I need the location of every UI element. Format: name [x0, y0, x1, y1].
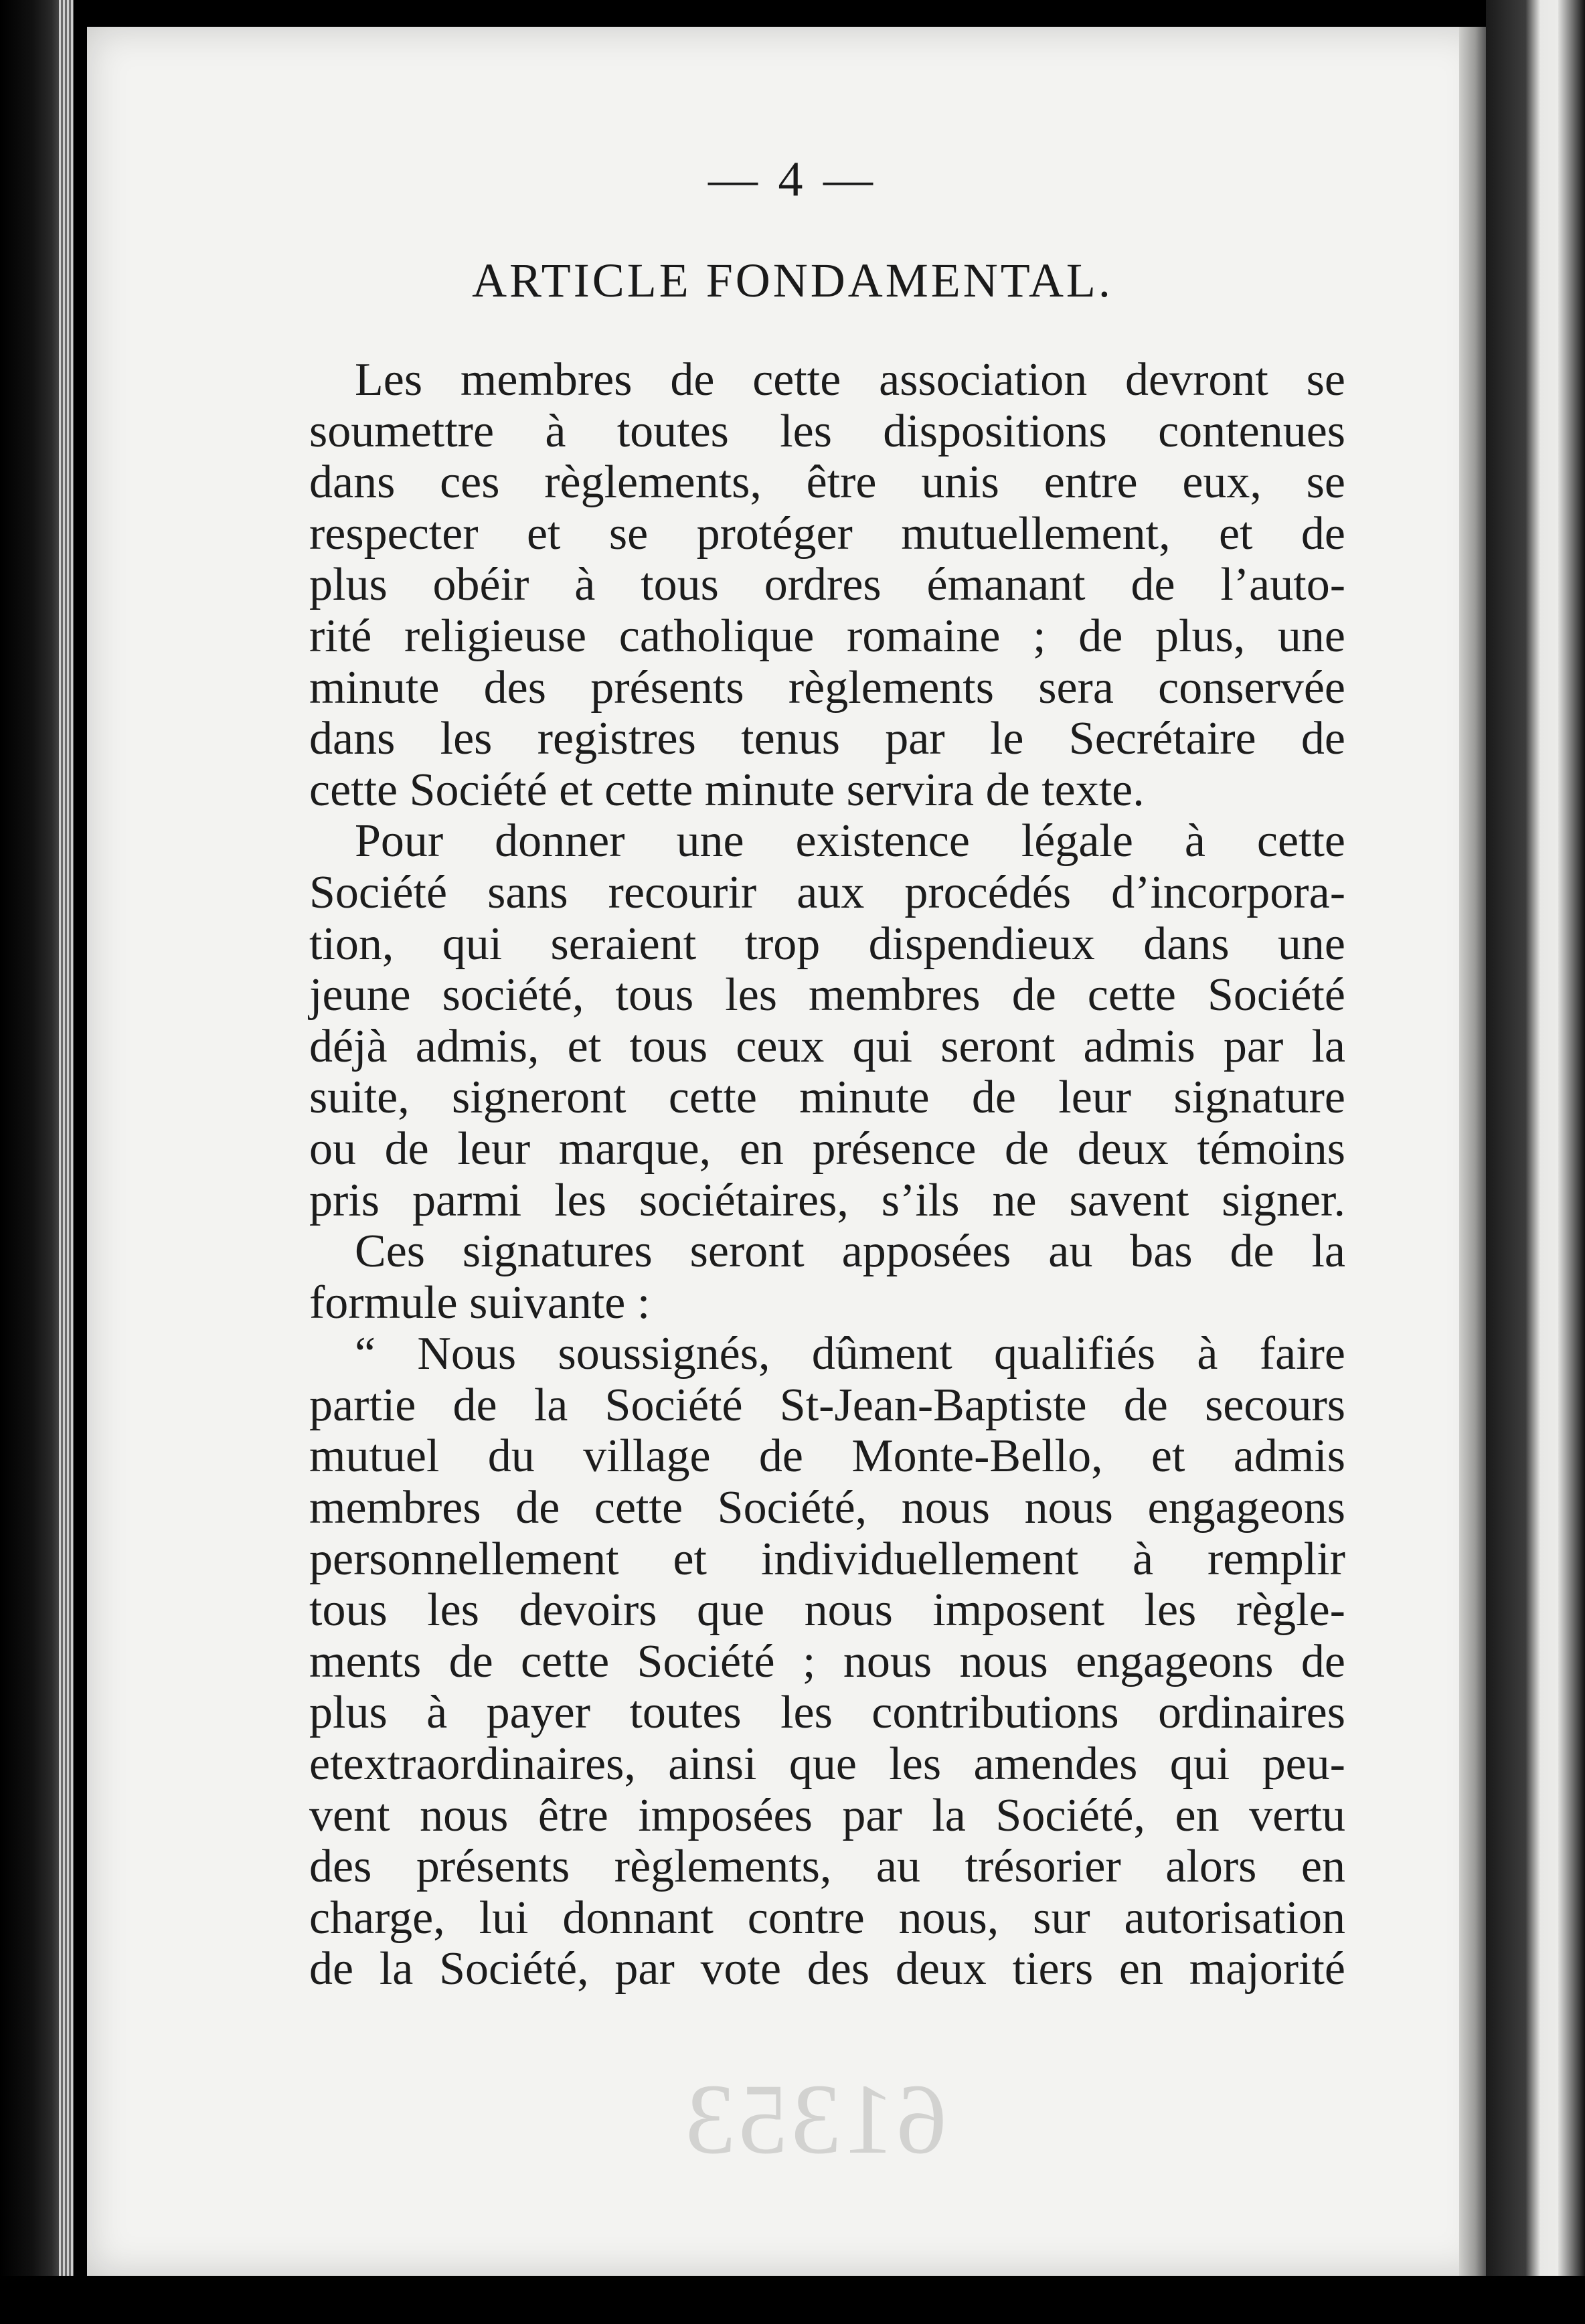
text-line: des présents règlements, au trésorier alors en	[309, 1841, 1345, 1893]
text-line: etextraordinaires, ainsi que les amendes qui peu-	[309, 1738, 1345, 1791]
text-line: charge, lui donnant contre nous, sur autorisation	[309, 1892, 1345, 1944]
page-number: — 4 —	[708, 152, 877, 207]
text-line: de la Société, par vote des deux tiers en majorité	[309, 1943, 1345, 1995]
text-line: pris parmi les sociétaires, s’ils ne savent signer.	[309, 1174, 1345, 1226]
text-line: respecter et se protéger mutuellement, et de	[309, 507, 1345, 560]
library-stamp: 61353	[683, 2064, 947, 2175]
body-text	[309, 355, 1345, 1995]
text-line: ou de leur marque, en présence de deux témoins	[309, 1123, 1345, 1175]
text-line: rité religieuse catholique romaine ; de plus, une	[309, 610, 1345, 662]
text-line: tous les devoirs que nous imposent les règle-	[309, 1584, 1345, 1637]
text-line: mutuel du village de Monte-Bello, et admis	[309, 1430, 1345, 1483]
text-line: suite, signeront cette minute de leur signature	[309, 1072, 1345, 1124]
right-leaf	[1486, 0, 1585, 2324]
text-line: membres de cette Société, nous nous engageons	[309, 1482, 1345, 1534]
text-line: soumettre à toutes les dispositions contenues	[309, 405, 1345, 457]
text-line: Les membres de cette association devront se	[355, 354, 1345, 406]
article-heading: ARTICLE FONDAMENTAL.	[472, 254, 1113, 307]
text-line: plus à payer toutes les contributions ordinaires	[309, 1687, 1345, 1739]
text-line: déjà admis, et tous ceux qui seront admis par la	[309, 1020, 1345, 1072]
text-line: dans les registres tenus par le Secrétaire de	[309, 713, 1345, 765]
text-line: vent nous être imposées par la Société, en vertu	[309, 1789, 1345, 1841]
page-edges	[59, 0, 74, 2324]
page-fold	[1459, 27, 1486, 2276]
text-line: jeune société, tous les membres de cette Société	[309, 969, 1345, 1021]
text-line: partie de la Société St-Jean-Baptiste de secours	[309, 1379, 1345, 1431]
right-shade	[1558, 0, 1585, 2324]
text-line: formule suivante :	[309, 1276, 651, 1329]
text-line: cette Société et cette minute servira de texte.	[309, 764, 1145, 816]
text-line: minute des présents règlements sera conservée	[309, 661, 1345, 714]
text-line: “ Nous soussignés, dûment qualifiés à faire	[355, 1328, 1345, 1380]
text-line: dans ces règlements, être unis entre eux, se	[309, 456, 1345, 509]
text-line: Ces signatures seront apposées au bas de la	[355, 1226, 1345, 1278]
text-line: plus obéir à tous ordres émanant de l’auto-	[309, 559, 1345, 611]
text-line: personnellement et individuellement à remplir	[309, 1533, 1345, 1585]
text-line: Société sans recourir aux procédés d’incorpora-	[309, 866, 1345, 918]
text-line: tion, qui seraient trop dispendieux dans une	[309, 918, 1345, 970]
bottom-border	[0, 2276, 1585, 2324]
text-line: Pour donner une existence légale à cette	[355, 815, 1345, 867]
left-spine	[0, 0, 74, 2324]
text-line: ments de cette Société ; nous nous engageons de	[309, 1635, 1345, 1687]
